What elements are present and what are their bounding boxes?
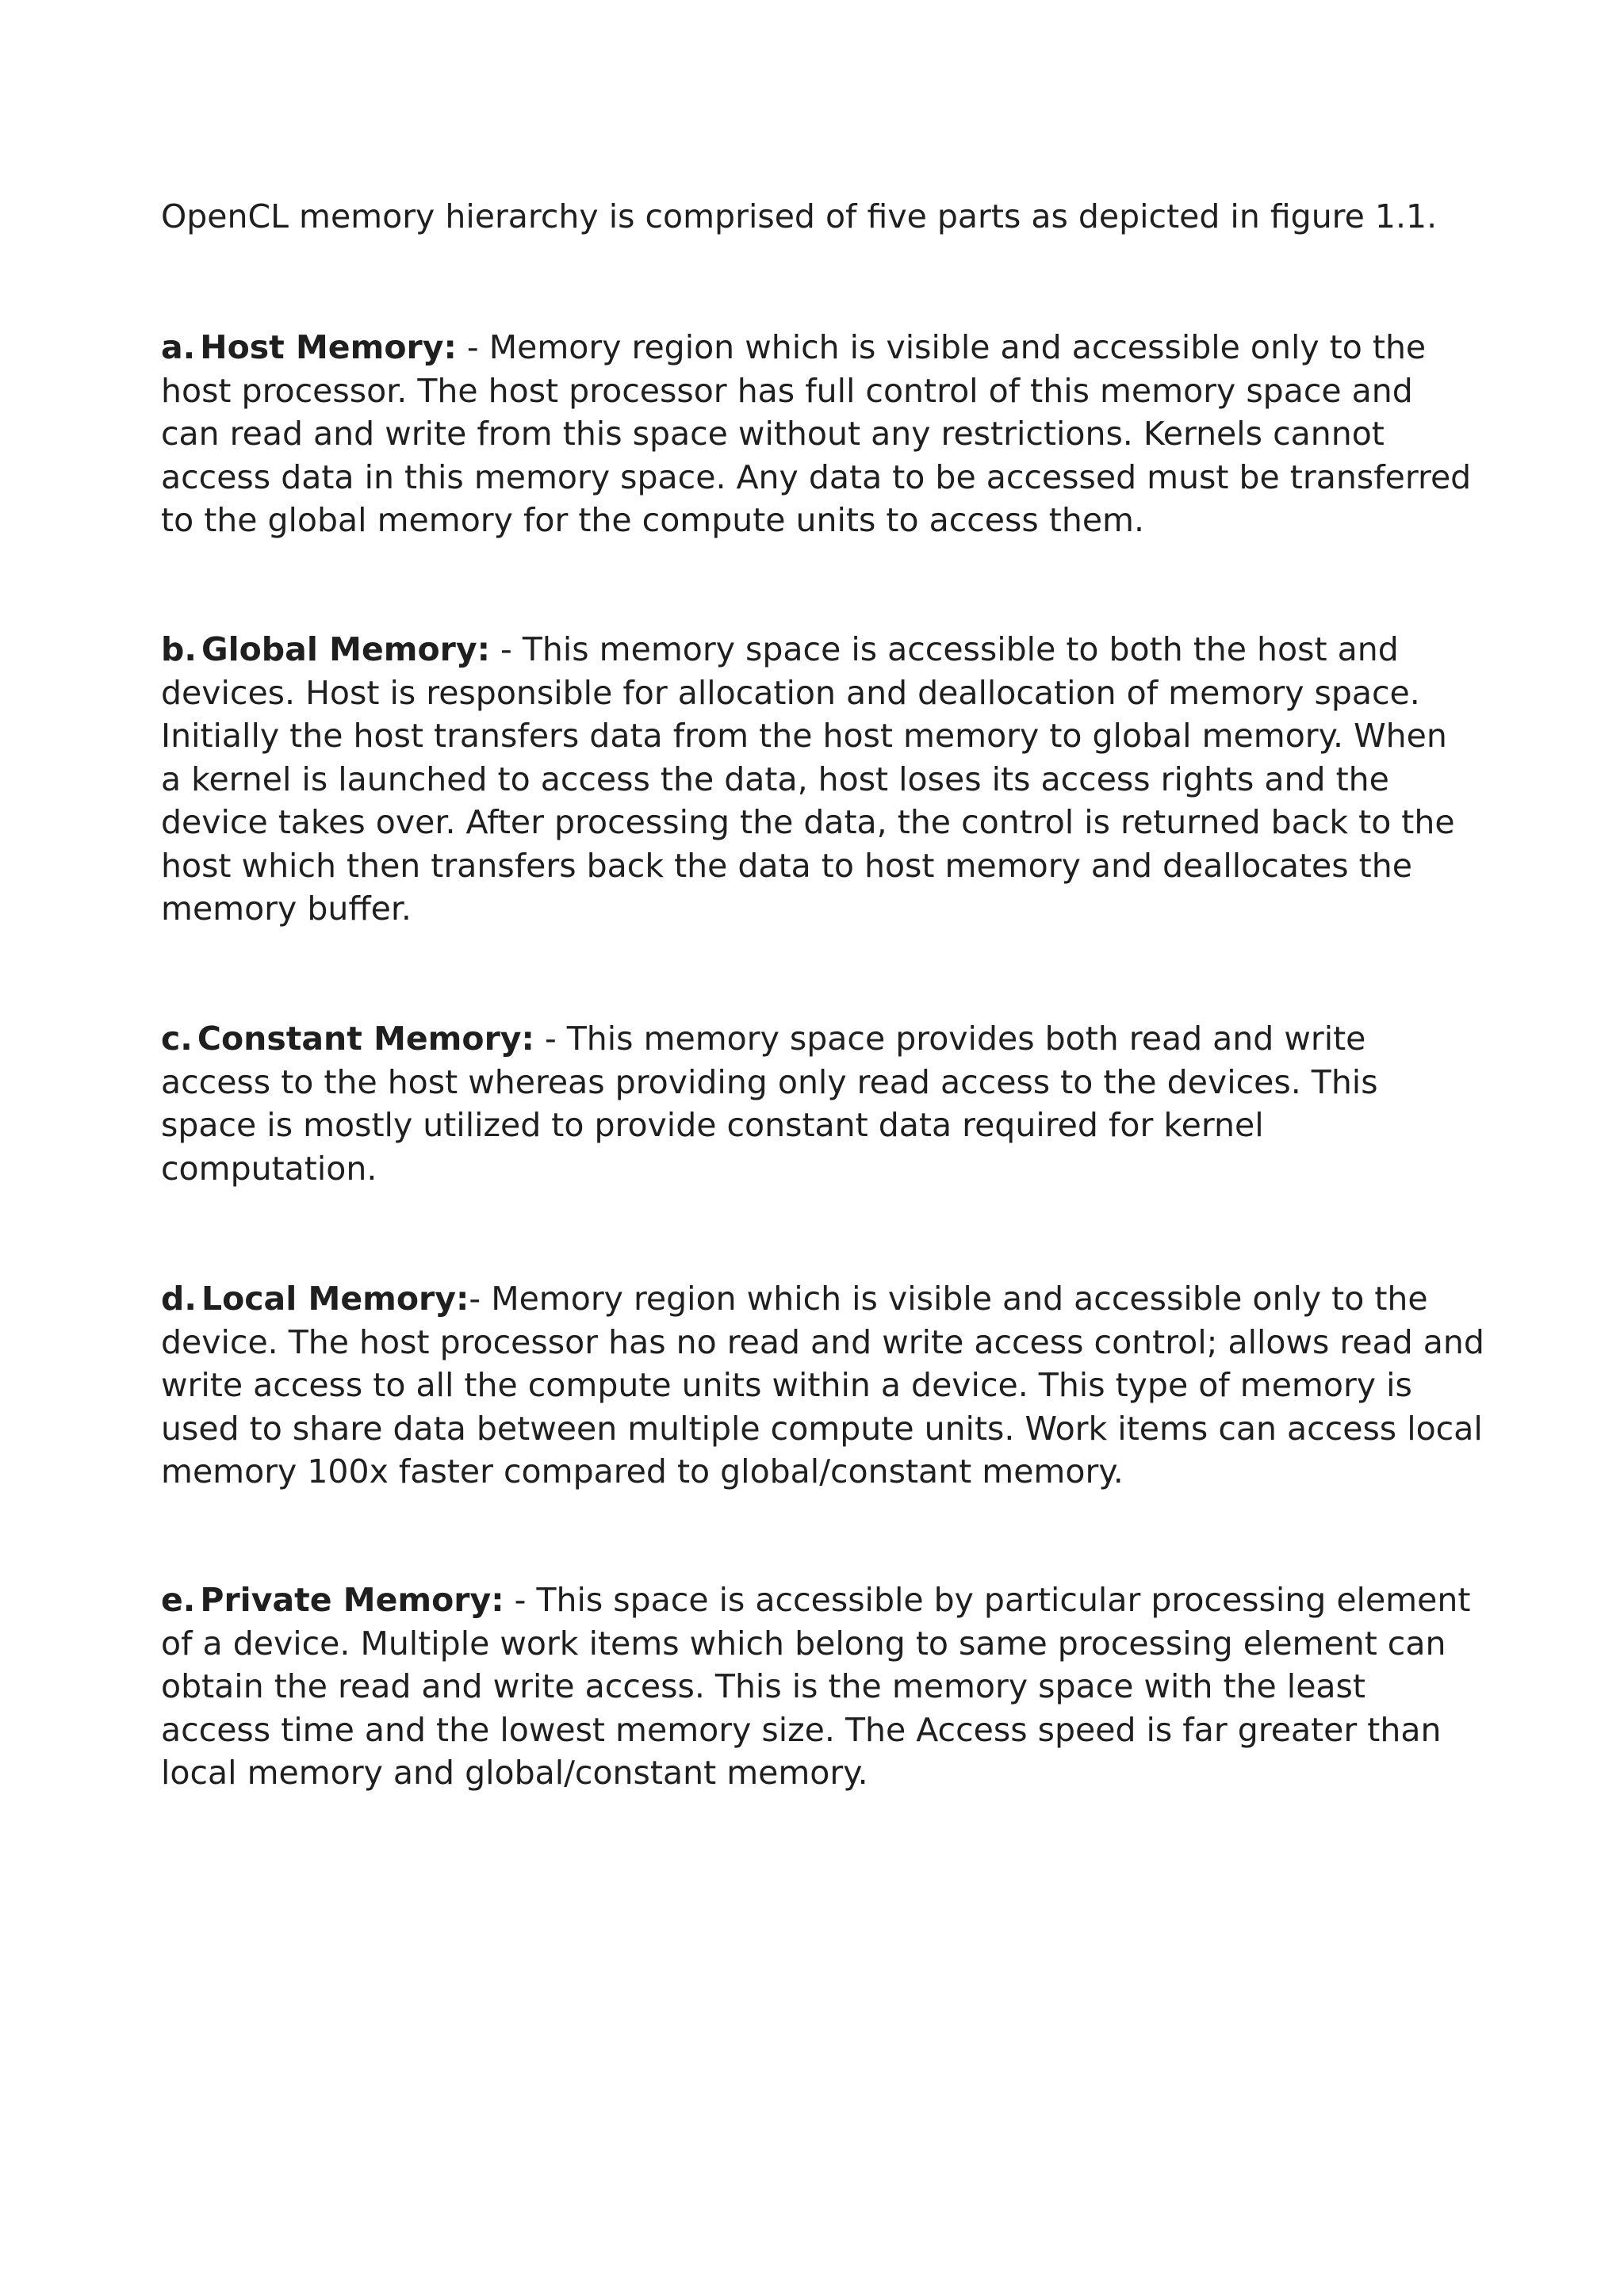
item-description: - This space is accessible by particular processing element of a device. Multiple work items which belong to same processing element can obtain the read and write access. This is the memory space with the least access time and the lowest memory size. The Access speed is far greater than local memory and global/constant memory. — [161, 1581, 1471, 1792]
list-item-private-memory — [161, 1578, 1477, 1795]
term-heading: Constant Memory: — [197, 1020, 534, 1058]
term-heading: Host Memory: — [200, 328, 457, 366]
item-description: - This memory space provides both read and write access to the host whereas providing only read access to the devices. This space is mostly utilized to provide constant data required for kernel computation. — [161, 1020, 1378, 1188]
list-marker: d. — [161, 1280, 197, 1318]
list-marker: b. — [161, 630, 197, 668]
list-marker: a. — [161, 328, 196, 366]
item-description: - Memory region which is visible and accessible only to the device. The host processor has no read and write access control; allows read and write access to all the compute units within a device. This type of memory is used to share data between multiple compute units. Work items can access local memory 100x faster compared to global/constant memory. — [161, 1280, 1484, 1490]
list-marker: e. — [161, 1581, 196, 1619]
list-item-local-memory — [161, 1277, 1493, 1494]
item-description: - This memory space is accessible to both the host and devices. Host is responsible for allocation and deallocation of memory space. Initially the host transfers data from the host memory to global memory. When a kernel is launched to access the data, host loses its access rights and the device takes over. After processing the data, the control is returned back to the host which then transfers back the data to host memory and deallocates the memory buffer. — [161, 630, 1455, 928]
term-heading: Global Memory: — [201, 630, 490, 668]
item-description: - Memory region which is visible and accessible only to the host processor. The host processor has full control of this memory space and can read and write from this space without any restrictions. Kernels cannot access data in this memory space. Any data to be accessed must be transferred to the global memory for the compute units to access them. — [161, 328, 1472, 539]
list-item-host-memory — [161, 326, 1477, 542]
term-heading: Private Memory: — [200, 1581, 504, 1619]
list-item-global-memory — [161, 628, 1477, 931]
list-item-constant-memory — [161, 1017, 1477, 1190]
intro-paragraph: OpenCL memory hierarchy is comprised of five parts as depicted in figure 1.1. — [161, 197, 1438, 235]
term-heading: Local Memory: — [201, 1280, 469, 1318]
list-marker: c. — [161, 1020, 193, 1058]
